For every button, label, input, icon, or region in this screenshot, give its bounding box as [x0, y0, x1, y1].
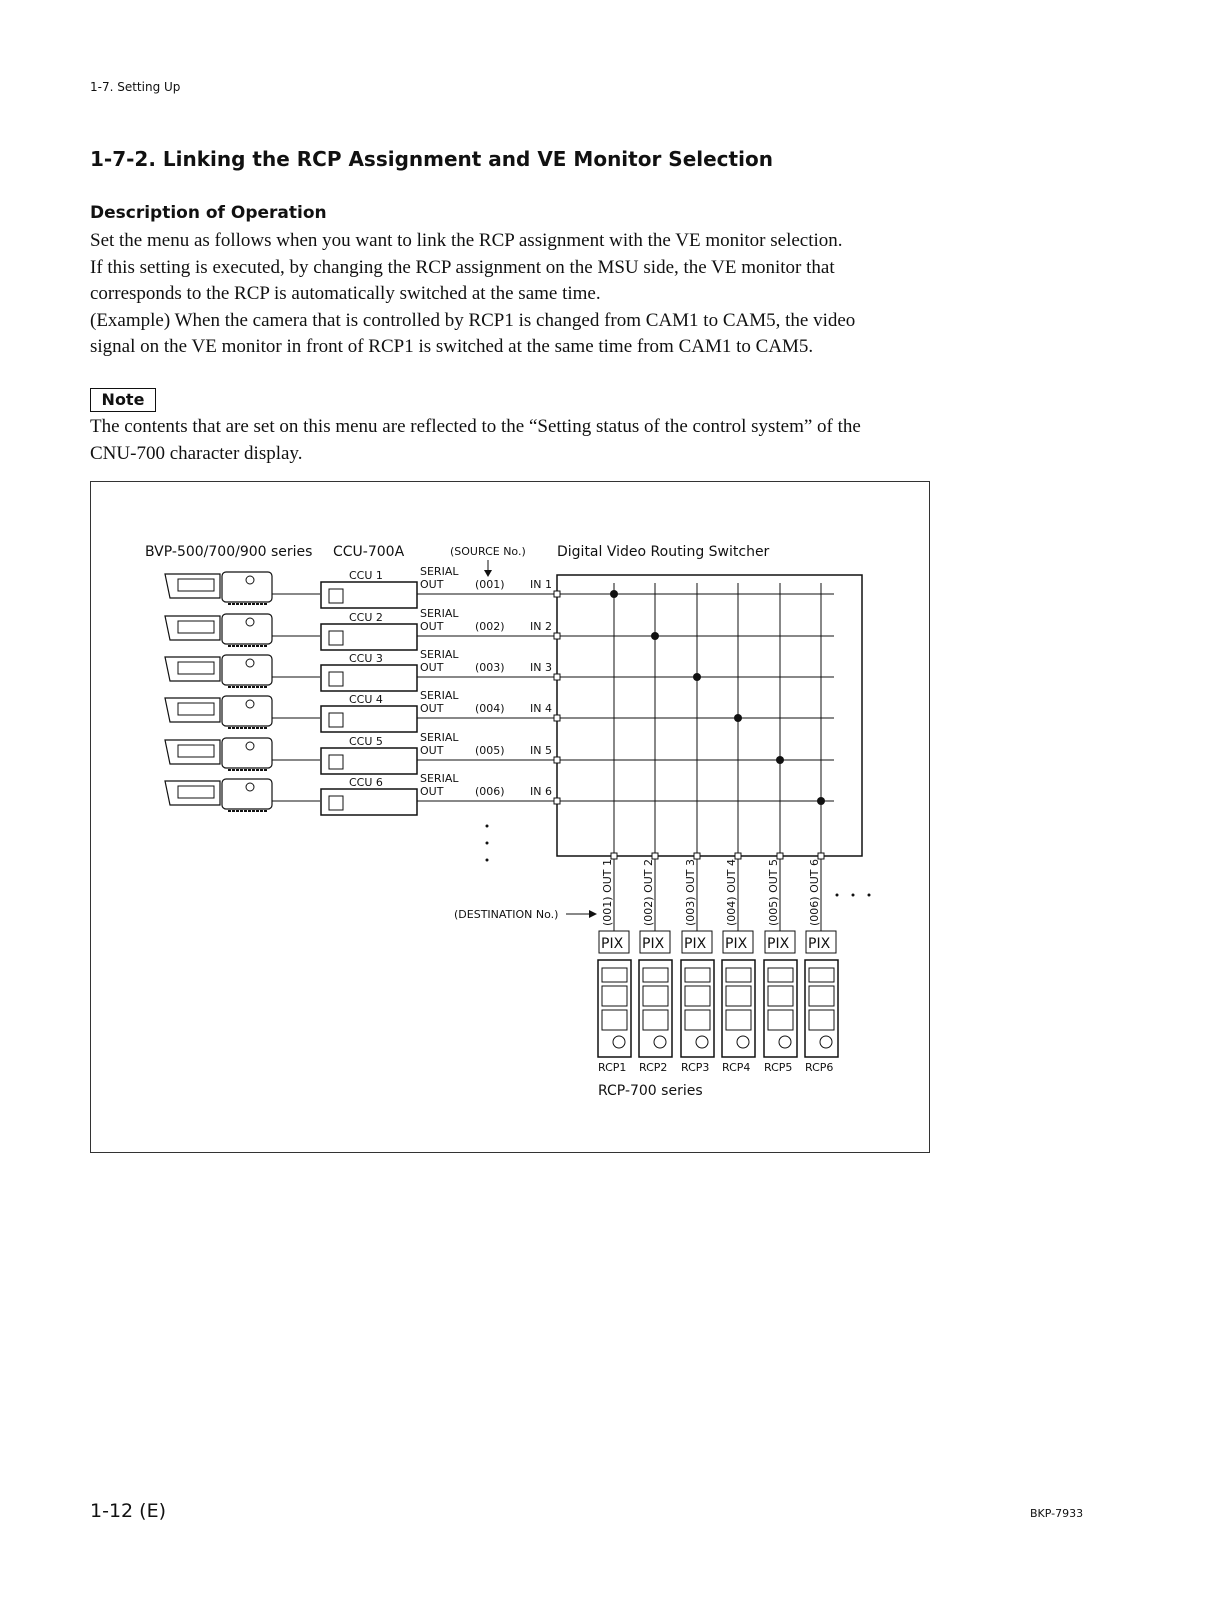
pix-label: PIX — [767, 936, 790, 952]
output-connector-icon — [652, 853, 658, 859]
crosspoint-dot — [651, 632, 659, 640]
ccu-unit-icon — [321, 665, 417, 691]
crosspoint-dot — [734, 714, 742, 722]
destination-arrow-head-icon — [589, 910, 597, 918]
ccu-label: CCU 2 — [349, 611, 383, 624]
ccu-label: CCU 5 — [349, 735, 383, 748]
crosspoint-dot — [776, 756, 784, 764]
description-line: (Example) When the camera that is controlled by RCP1 is changed from CAM1 to CAM5, the video — [90, 309, 856, 331]
continuation-dot — [836, 894, 839, 897]
output-label: (002) OUT 2 — [642, 859, 655, 926]
output-connector-icon — [694, 853, 700, 859]
continuation-dot — [486, 859, 489, 862]
input-connector-icon — [554, 798, 560, 804]
output-connector-icon — [777, 853, 783, 859]
input-label: IN 4 — [530, 702, 552, 715]
input-label: IN 6 — [530, 785, 552, 798]
rcp-panel-icon — [805, 960, 838, 1057]
ccu-unit-icon — [321, 748, 417, 774]
description-line: signal on the VE monitor in front of RCP1 is switched at the same time from CAM1 to CAM5. — [90, 336, 814, 357]
pix-label: PIX — [684, 936, 707, 952]
serial-label: SERIAL — [420, 565, 459, 578]
rcp-label: RCP5 — [764, 1061, 793, 1074]
input-connector-icon — [554, 591, 560, 597]
serial-label: SERIAL — [420, 772, 459, 785]
crosspoint-dot — [817, 797, 825, 805]
input-connector-icon — [554, 633, 560, 639]
output-label: (005) OUT 5 — [767, 859, 780, 926]
output-connector-icon — [818, 853, 824, 859]
camera-head-icon — [222, 738, 272, 768]
camera-head-icon — [222, 696, 272, 726]
continuation-dot — [486, 842, 489, 845]
input-label: IN 1 — [530, 578, 552, 591]
source-number: (005) — [475, 744, 505, 757]
output-connector-icon — [735, 853, 741, 859]
source-number: (004) — [475, 702, 505, 715]
camera-body-icon — [165, 698, 220, 722]
source-number-label: (SOURCE No.) — [450, 545, 526, 558]
pix-label: PIX — [808, 936, 831, 952]
switcher-label: Digital Video Routing Switcher — [557, 544, 770, 560]
rcp-series-label: RCP-700 series — [598, 1083, 703, 1099]
input-connector-icon — [554, 715, 560, 721]
output-label: (001) OUT 1 — [601, 859, 614, 926]
description-line: Set the menu as follows when you want to link the RCP assignment with the VE monitor selection. — [90, 230, 843, 251]
note-line: CNU-700 character display. — [90, 442, 303, 464]
output-label: (003) OUT 3 — [684, 859, 697, 926]
ccu-unit-icon — [321, 582, 417, 608]
camera-body-icon — [165, 781, 220, 805]
ccu-label: CCU 3 — [349, 652, 383, 665]
serial-label: SERIAL — [420, 648, 459, 661]
pix-label: PIX — [642, 936, 665, 952]
ccu-label: CCU 1 — [349, 569, 383, 582]
source-number: (006) — [475, 785, 505, 798]
continuation-dot — [486, 825, 489, 828]
crosspoint-dot — [610, 590, 618, 598]
model-number: BKP-7933 — [1030, 1507, 1084, 1520]
description-line: corresponds to the RCP is automatically switched at the same time. — [90, 283, 601, 304]
source-number: (002) — [475, 620, 505, 633]
rcp-panel-icon — [598, 960, 631, 1057]
camera-head-icon — [222, 655, 272, 685]
camera-body-icon — [165, 616, 220, 640]
out-label: OUT — [420, 661, 444, 674]
serial-label: SERIAL — [420, 731, 459, 744]
camera-body-icon — [165, 657, 220, 681]
page-number: 1-12 (E) — [90, 1500, 166, 1522]
ccu-label: CCU 4 — [349, 693, 383, 706]
camera-head-icon — [222, 614, 272, 644]
input-connector-icon — [554, 674, 560, 680]
description-heading: Description of Operation — [90, 203, 327, 223]
routing-switcher-box — [557, 575, 862, 856]
serial-label: SERIAL — [420, 689, 459, 702]
pix-label: PIX — [601, 936, 624, 952]
input-connector-icon — [554, 757, 560, 763]
continuation-dot — [852, 894, 855, 897]
description-line: If this setting is executed, by changing the RCP assignment on the MSU side, the VE monitor that — [90, 256, 835, 278]
rcp-panel-icon — [764, 960, 797, 1057]
rcp-panel-icon — [681, 960, 714, 1057]
continuation-dot — [868, 894, 871, 897]
camera-head-icon — [222, 572, 272, 602]
ccu-unit-icon — [321, 624, 417, 650]
crosspoint-dot — [693, 673, 701, 681]
camera-body-icon — [165, 574, 220, 598]
input-label: IN 5 — [530, 744, 552, 757]
out-label: OUT — [420, 620, 444, 633]
out-label: OUT — [420, 785, 444, 798]
output-label: (004) OUT 4 — [725, 859, 738, 926]
source-arrow-head-icon — [484, 570, 492, 577]
rcp-label: RCP3 — [681, 1061, 710, 1074]
source-number: (003) — [475, 661, 505, 674]
ccu-model-label: CCU-700A — [333, 544, 405, 560]
ccu-unit-icon — [321, 789, 417, 815]
rcp-label: RCP1 — [598, 1061, 627, 1074]
input-label: IN 3 — [530, 661, 552, 674]
ccu-label: CCU 6 — [349, 776, 383, 789]
out-label: OUT — [420, 578, 444, 591]
note-label: Note — [90, 388, 156, 412]
rcp-panel-icon — [722, 960, 755, 1057]
output-label: (006) OUT 6 — [808, 859, 821, 926]
camera-head-icon — [222, 779, 272, 809]
destination-number-label: (DESTINATION No.) — [454, 908, 559, 921]
rcp-label: RCP6 — [805, 1061, 834, 1074]
output-connector-icon — [611, 853, 617, 859]
serial-label: SERIAL — [420, 607, 459, 620]
pix-label: PIX — [725, 936, 748, 952]
rcp-label: RCP4 — [722, 1061, 751, 1074]
out-label: OUT — [420, 702, 444, 715]
input-label: IN 2 — [530, 620, 552, 633]
camera-series-label: BVP-500/700/900 series — [145, 544, 313, 560]
camera-body-icon — [165, 740, 220, 764]
out-label: OUT — [420, 744, 444, 757]
rcp-panel-icon — [639, 960, 672, 1057]
note-line: The contents that are set on this menu are reflected to the “Setting status of the control system” of the — [90, 416, 861, 437]
section-header: 1-7. Setting Up — [90, 80, 181, 94]
ccu-unit-icon — [321, 706, 417, 732]
source-number: (001) — [475, 578, 505, 591]
page-title: 1-7-2. Linking the RCP Assignment and VE Monitor Selection — [90, 147, 773, 171]
rcp-label: RCP2 — [639, 1061, 668, 1074]
